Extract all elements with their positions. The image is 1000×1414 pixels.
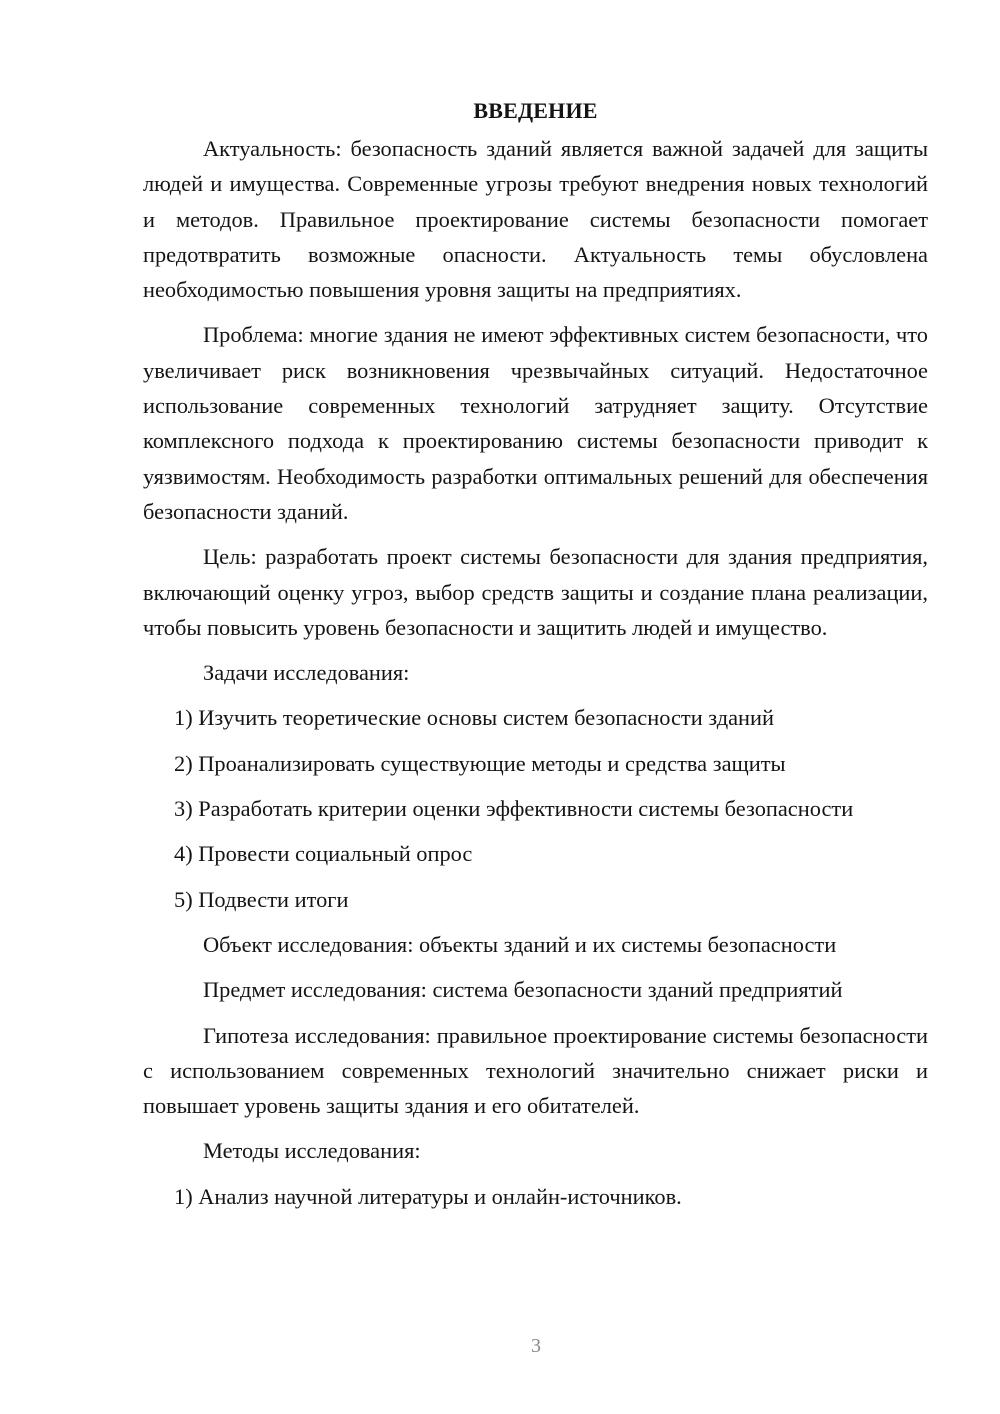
task-item-3: 3) Разработать критерии оценки эффективности системы безопасности — [174, 796, 854, 822]
relevance-paragraph: Актуальность: безопасность зданий является важной задачей для защиты людей и имущества. Современные угрозы требуют внедрения новых технологий и методов. Правильное проектирование системы безопасности помогает предотвратить возможные опасности. Актуальность темы обусловлена необходимостью повышения уровня защиты на предприятиях. — [143, 136, 928, 303]
page-number: 3 — [531, 1335, 541, 1357]
document-page — [143, 93, 928, 1224]
goal-paragraph: Цель: разработать проект системы безопасности для здания предприятия, включающий оценку угроз, выбор средств защиты и создание плана реализации, чтобы повысить уровень безопасности и защитить людей и имущество. — [143, 544, 928, 640]
research-subject: Предмет исследования: система безопасности зданий предприятий — [203, 977, 843, 1003]
problem-paragraph: Проблема: многие здания не имеют эффективных систем безопасности, что увеличивает риск возникновения чрезвычайных ситуаций. Недостаточное использование современных технологий затрудняет защиту. Отсутствие комплексного подхода к проектированию системы безопасности приводит к уязвимостям. Необходимость разработки оптимальных решений для обеспечения безопасности зданий. — [143, 322, 928, 524]
tasks-heading: Задачи исследования: — [203, 660, 410, 686]
method-item-1: 1) Анализ научной литературы и онлайн-источников. — [174, 1183, 682, 1209]
methods-heading: Методы исследования: — [203, 1138, 421, 1164]
task-item-4: 4) Провести социальный опрос — [174, 841, 473, 867]
research-object: Объект исследования: объекты зданий и их системы безопасности — [203, 931, 837, 957]
hypothesis-paragraph: Гипотеза исследования: правильное проектирование системы безопасности с использованием современных технологий значительно снижает риски и повышает уровень защиты здания и его обитателей. — [143, 1022, 928, 1119]
task-item-2: 2) Проанализировать существующие методы и средства защиты — [174, 750, 786, 776]
section-title: ВВЕДЕНИЕ — [473, 98, 598, 123]
task-item-5: 5) Подвести итоги — [174, 886, 349, 912]
task-item-1: 1) Изучить теоретические основы систем безопасности зданий — [174, 705, 774, 731]
